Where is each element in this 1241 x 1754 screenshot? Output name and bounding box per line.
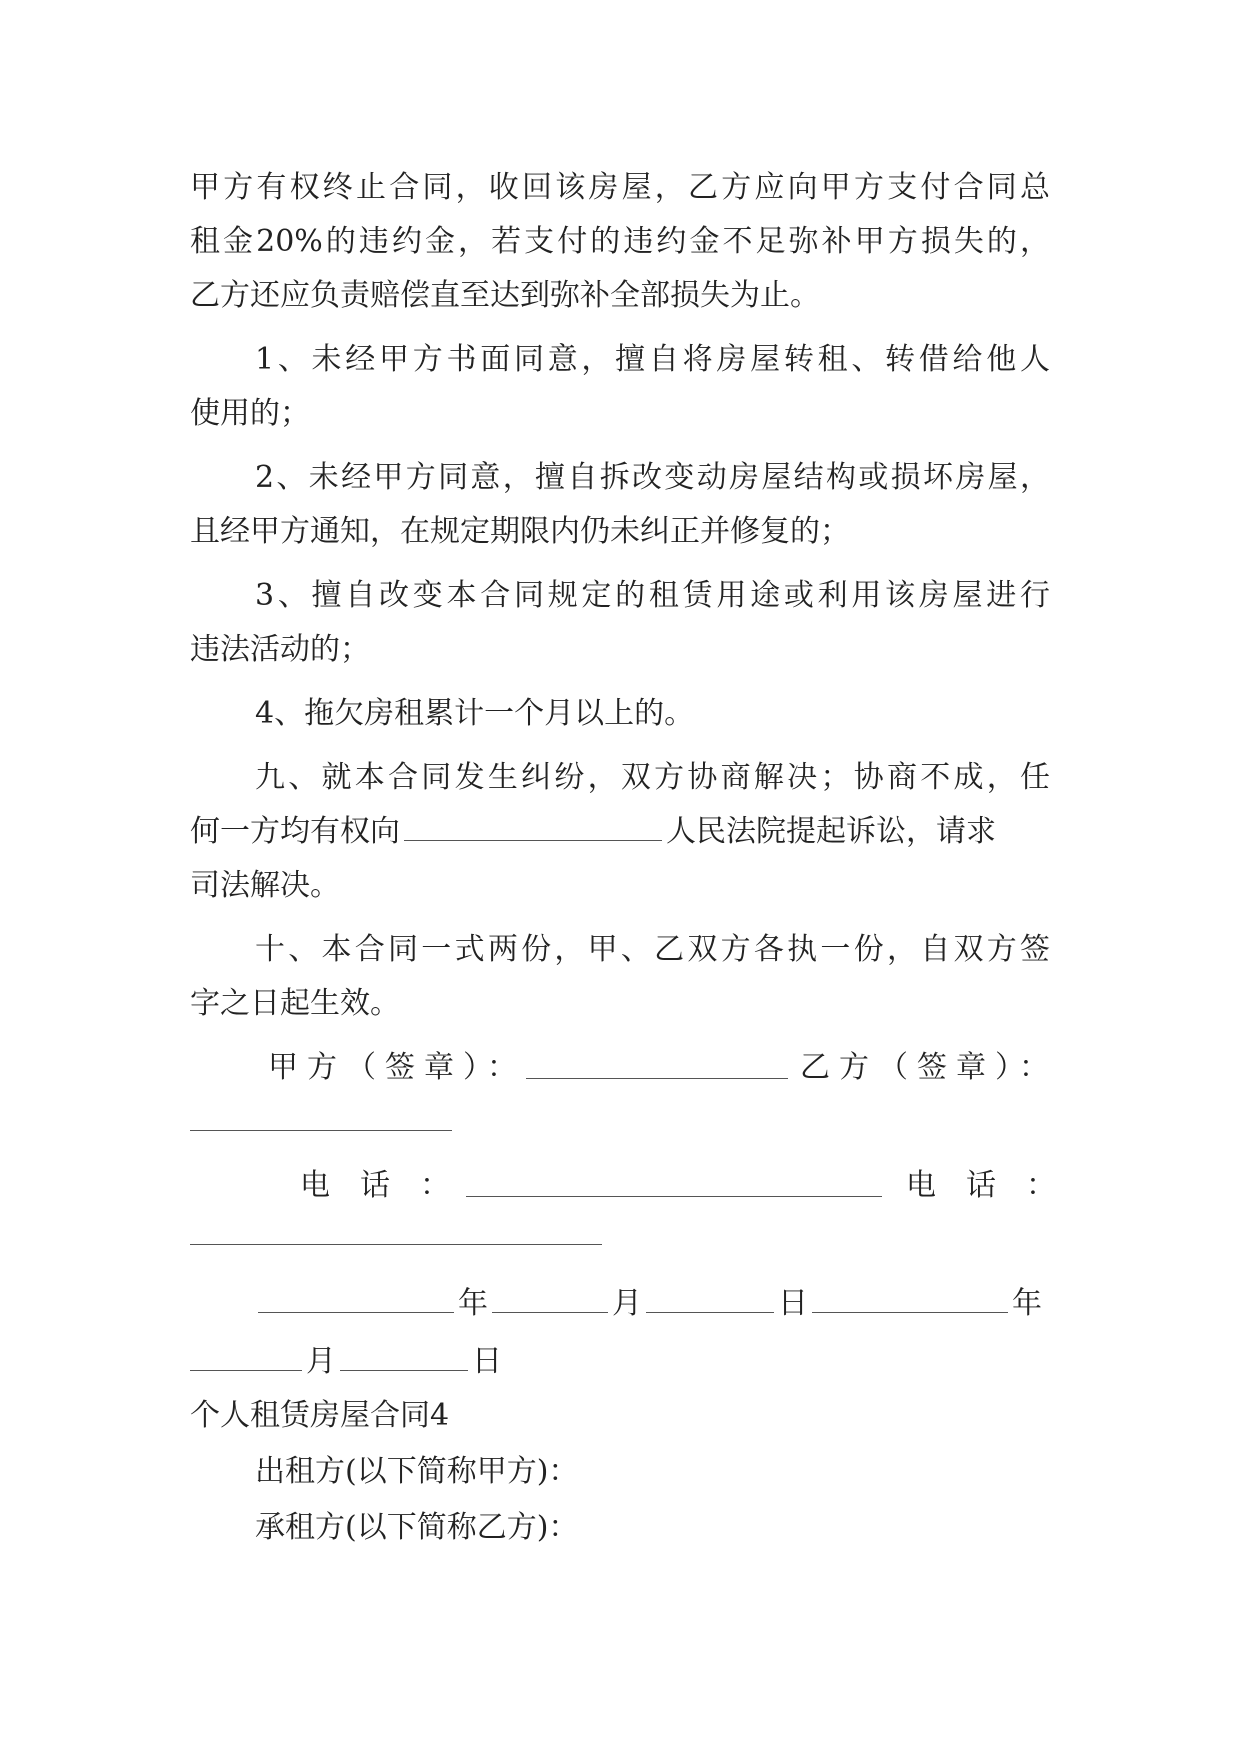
lessee-line: 承租方(以下简称乙方)：: [255, 1510, 579, 1545]
clause-1-line: 1、未经甲方书面同意，擅自将房屋转租、转借给他人: [255, 342, 1050, 377]
month-blank: [492, 1311, 608, 1313]
contract-title: 个人租赁房屋合同4: [190, 1398, 450, 1433]
date-a-line: [258, 1284, 1042, 1324]
article-9-line: 九、就本合同发生纠纷，双方协商解决；协商不成，任: [255, 760, 1050, 795]
day-blank: [340, 1369, 468, 1371]
party-a-signature-blank: [526, 1078, 788, 1079]
party-b-signature-label: 乙方（签章）：: [800, 1050, 1058, 1085]
article-10-line: 字之日起生效。: [190, 986, 400, 1021]
party-a-signature-label: 甲方（签章）：: [268, 1050, 526, 1085]
article-9-line: 司法解决。: [190, 868, 340, 903]
year-label: 年: [458, 1286, 488, 1321]
month-label: 月: [306, 1344, 336, 1379]
phone-b-label: 电话：: [906, 1168, 1086, 1203]
date-b-line: [190, 1342, 502, 1382]
court-blank: [404, 839, 662, 841]
year-blank: [812, 1311, 1008, 1313]
year-label: 年: [1012, 1286, 1042, 1321]
article-9-line: [190, 812, 1050, 852]
month-label: 月: [612, 1286, 642, 1321]
phone-a-label: 电话：: [300, 1168, 480, 1203]
party-b-signature-blank: [190, 1130, 452, 1131]
clause-2-line: 且经甲方通知，在规定期限内仍未纠正并修复的；: [190, 514, 850, 549]
article-10-line: 十、本合同一式两份，甲、乙双方各执一份，自双方签: [255, 932, 1050, 967]
clause-1-line: 使用的；: [190, 396, 310, 431]
day-label: 日: [778, 1286, 808, 1321]
phone-a-blank: [466, 1196, 882, 1197]
clause-3-line: 3、擅自改变本合同规定的租赁用途或利用该房屋进行: [255, 578, 1050, 613]
clause-4-line: 4、拖欠房租累计一个月以上的。: [255, 696, 695, 731]
phone-b-blank: [190, 1244, 602, 1245]
article-9-text: 人民法院提起诉讼，请求: [666, 814, 996, 849]
day-blank: [646, 1311, 774, 1313]
article-9-text: 何一方均有权向: [190, 814, 400, 849]
paragraph-line: 租金20%的违约金，若支付的违约金不足弥补甲方损失的，: [190, 224, 1050, 259]
paragraph-line: 乙方还应负责赔偿直至达到弥补全部损失为止。: [190, 278, 820, 313]
year-blank: [258, 1311, 454, 1313]
paragraph-line: 甲方有权终止合同，收回该房屋，乙方应向甲方支付合同总: [190, 170, 1050, 205]
clause-2-line: 2、未经甲方同意，擅自拆改变动房屋结构或损坏房屋，: [255, 460, 1050, 495]
month-blank: [190, 1369, 302, 1371]
day-label: 日: [472, 1344, 502, 1379]
lessor-line: 出租方(以下简称甲方)：: [255, 1454, 579, 1489]
clause-3-line: 违法活动的；: [190, 632, 370, 667]
